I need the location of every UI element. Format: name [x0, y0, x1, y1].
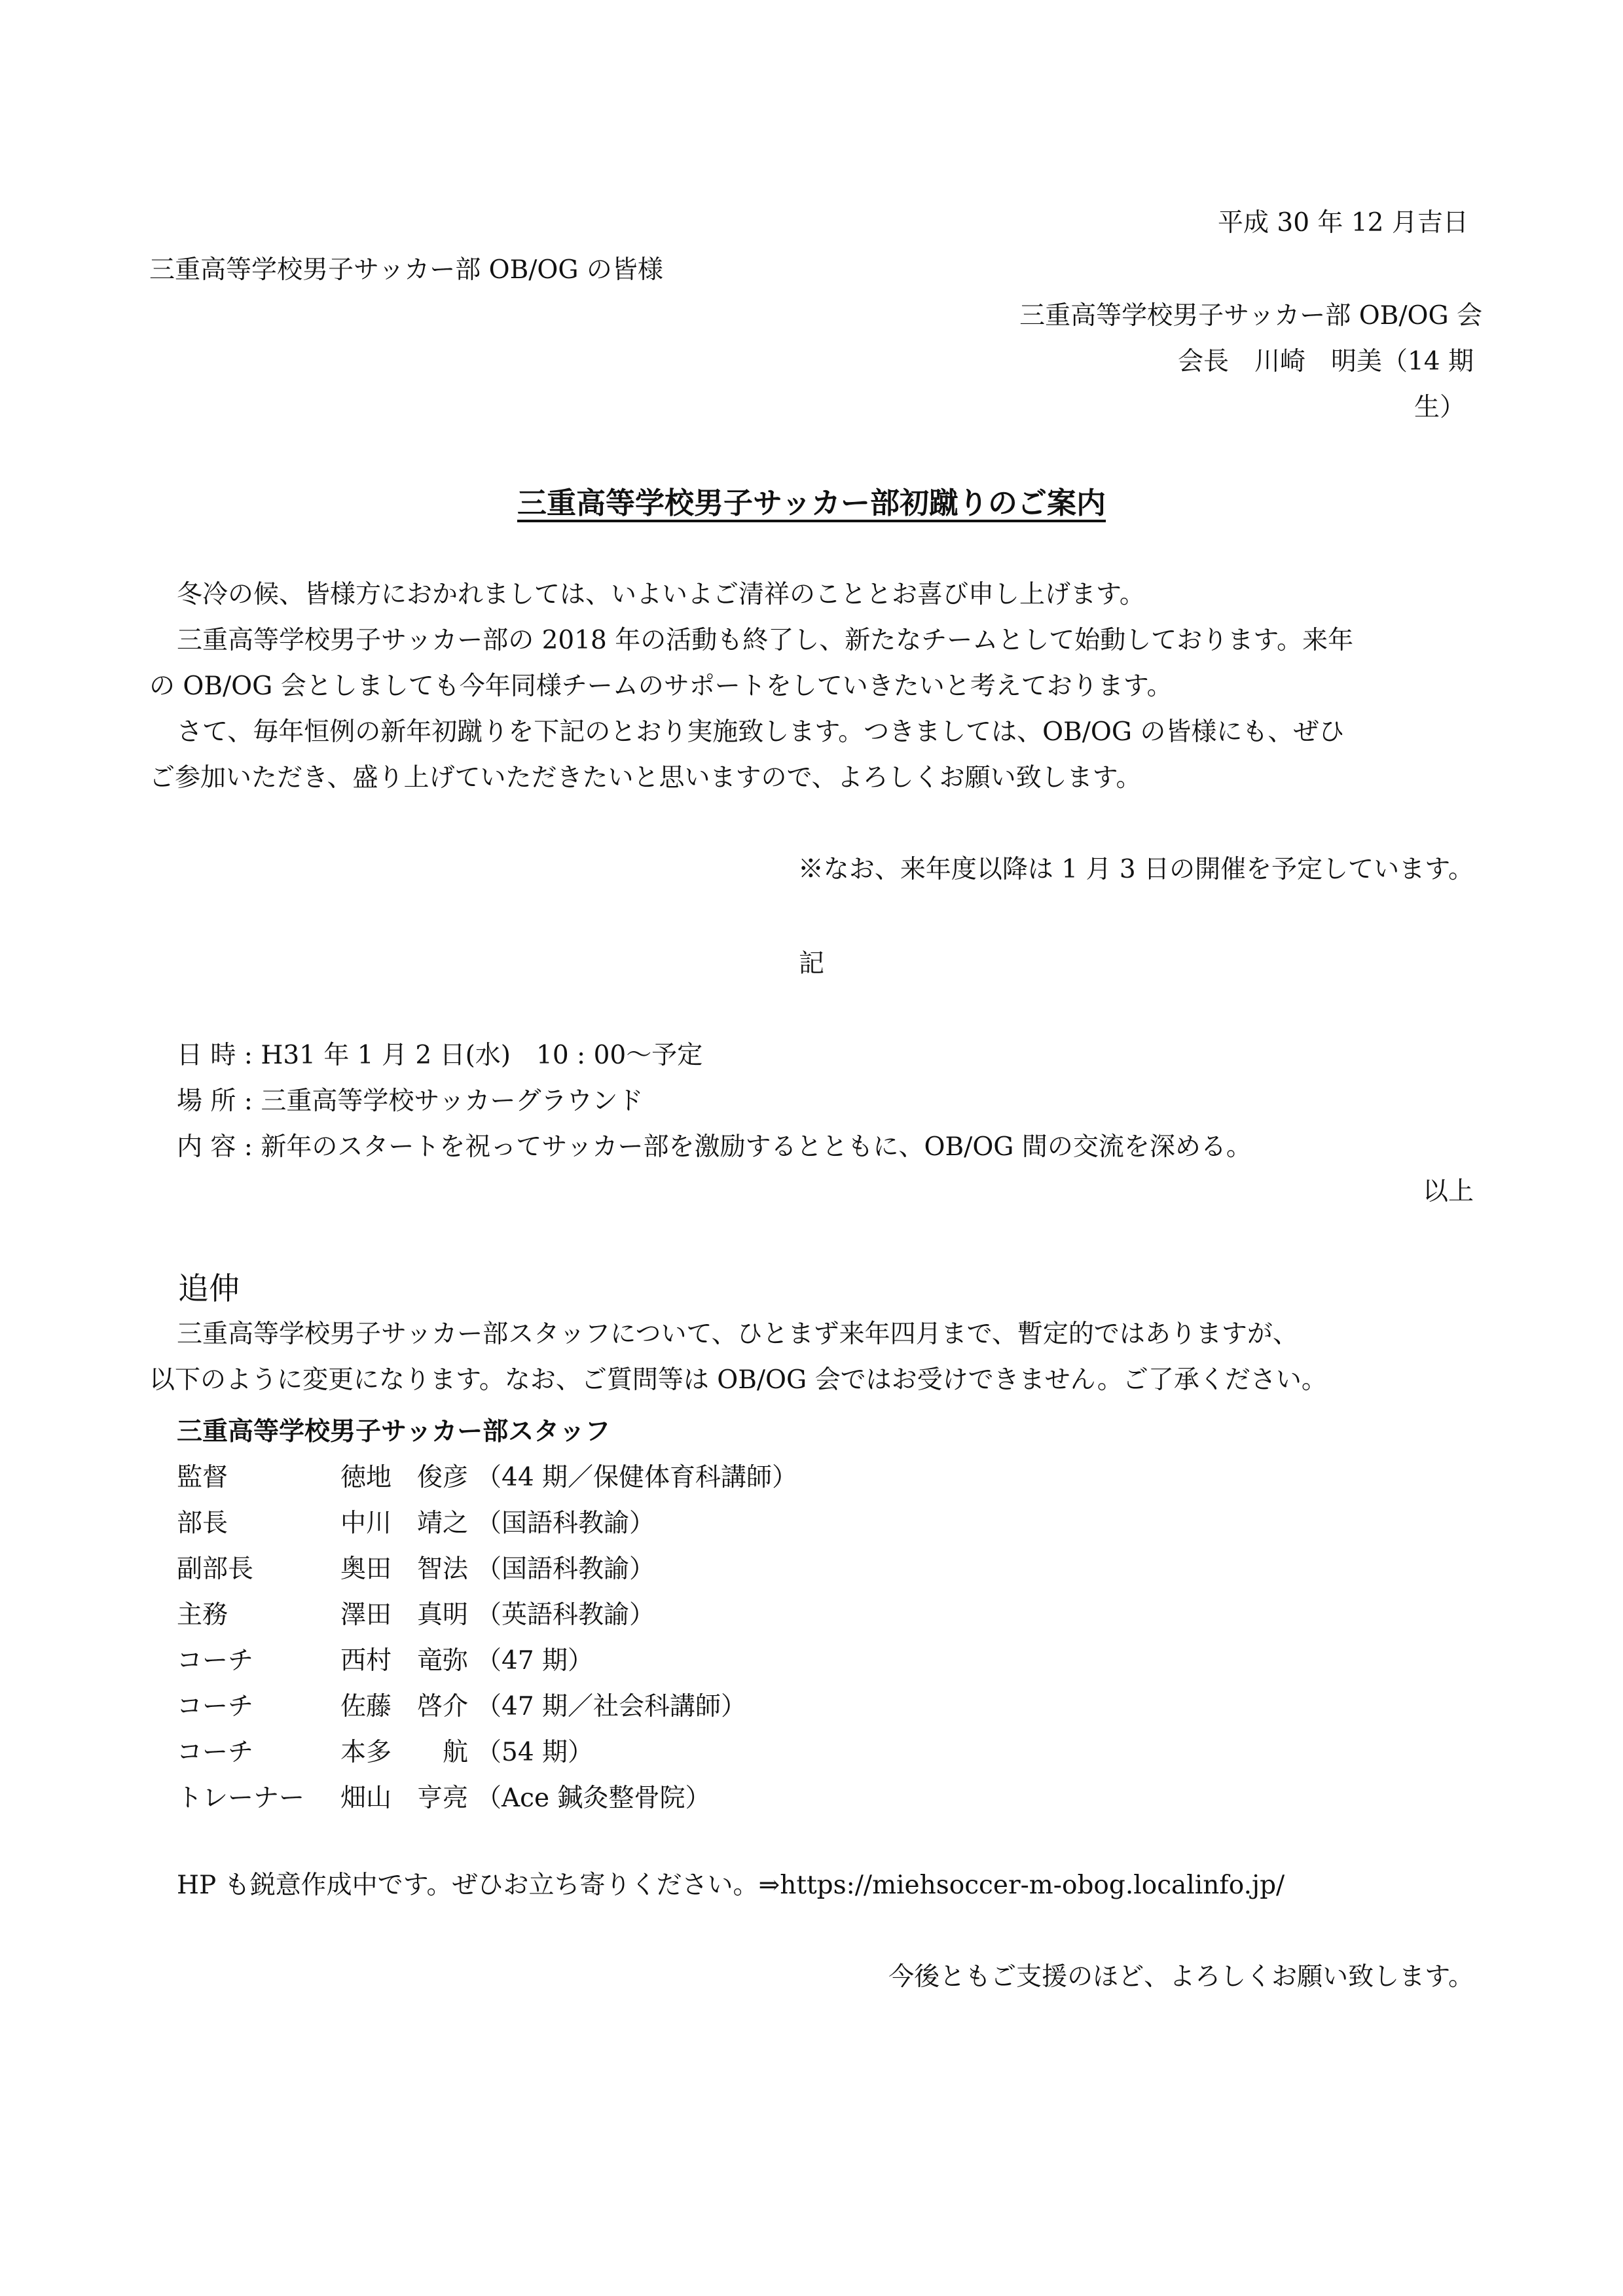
staff-role: コーチ	[177, 1646, 254, 1676]
staff-role: 主務	[177, 1600, 228, 1630]
staff-note: （44 期／保健体育科講師）	[476, 1463, 798, 1492]
staff-role: 部長	[177, 1509, 228, 1538]
activity-paragraph-line1: 三重高等学校男子サッカー部の 2018 年の活動も終了し、新たなチームとして始動しております。来年	[177, 626, 1354, 655]
homepage-note: HP も鋭意作成中です。ぜひお立ち寄りください。⇒https://miehsoccer-m-obog.localinfo.jp/	[177, 1871, 1285, 1900]
staff-name: 澤田 真明	[340, 1600, 469, 1630]
staff-role: トレーナー	[177, 1784, 305, 1813]
event-content: 内 容 : 新年のスタートを祝ってサッカー部を激励するとともに、OB/OG 間の交流を深める。	[177, 1132, 1252, 1162]
ijou-label: 以上	[1422, 1177, 1474, 1206]
invitation-paragraph-line2: ご参加いただき、盛り上げていただきたいと思いますので、よろしくお願い致します。	[149, 763, 1142, 793]
invitation-paragraph-line1: さて、毎年恒例の新年初蹴りを下記のとおり実施致します。つきましては、OB/OG の皆様にも、ぜひ	[177, 717, 1345, 747]
postscript-line2: 以下のように変更になります。なお、ご質問等は OB/OG 会ではお受けできません。ご了承ください。	[149, 1365, 1327, 1395]
staff-name: 中川 靖之	[340, 1509, 469, 1538]
schedule-note: ※なお、来年度以降は 1 月 3 日の開催を予定しています。	[797, 855, 1474, 884]
page-title: 三重高等学校男子サッカー部初蹴りのご案内	[517, 486, 1106, 520]
date: 平成 30 年 12 月吉日	[1218, 208, 1468, 238]
staff-name: 西村 竜弥	[340, 1646, 469, 1676]
staff-name: 奥田 智法	[340, 1554, 469, 1584]
event-place: 場 所 : 三重高等学校サッカーグラウンド	[177, 1086, 644, 1116]
staff-role: コーチ	[177, 1738, 254, 1767]
event-datetime: 日 時 : H31 年 1 月 2 日(水) 10 : 00〜予定	[177, 1041, 703, 1070]
staff-name: 徳地 俊彦	[340, 1463, 469, 1492]
postscript-heading: 追伸	[178, 1271, 240, 1307]
staff-note: （54 期）	[476, 1738, 594, 1767]
staff-note: （47 期）	[476, 1646, 594, 1676]
addressee: 三重高等学校男子サッカー部 OB/OG の皆様	[149, 255, 663, 285]
staff-role: コーチ	[177, 1692, 254, 1721]
staff-title: 三重高等学校男子サッカー部スタッフ	[177, 1417, 611, 1446]
staff-name: 佐藤 啓介	[340, 1692, 469, 1721]
staff-note: （英語科教諭）	[476, 1600, 655, 1630]
staff-name: 本多 航	[340, 1738, 469, 1767]
greeting-paragraph: 冬冷の候、皆様方におかれましては、いよいよご清祥のこととお喜び申し上げます。	[177, 580, 1145, 609]
closing-line: 今後ともご支援のほど、よろしくお願い致します。	[888, 1962, 1474, 1992]
staff-note: （国語科教諭）	[476, 1509, 655, 1538]
sender-person: 会長 川崎 明美（14 期	[1177, 347, 1474, 376]
sender-org: 三重高等学校男子サッカー部 OB/OG 会	[1019, 301, 1482, 331]
staff-role: 副部長	[177, 1554, 254, 1584]
activity-paragraph-line2: の OB/OG 会としましても今年同様チームのサポートをしていきたいと考えております。	[149, 672, 1173, 701]
staff-name: 畑山 亨亮	[340, 1784, 469, 1813]
staff-note: （Ace 鍼灸整骨院）	[476, 1784, 711, 1813]
ki-label: 記	[798, 949, 824, 978]
staff-note: （国語科教諭）	[476, 1554, 655, 1584]
postscript-line1: 三重高等学校男子サッカー部スタッフについて、ひとまず来年四月まで、暫定的ではありますが、	[177, 1319, 1298, 1349]
staff-role: 監督	[177, 1463, 228, 1492]
sender-person-cont: 生）	[1414, 393, 1466, 422]
staff-note: （47 期／社会科講師）	[476, 1692, 747, 1721]
